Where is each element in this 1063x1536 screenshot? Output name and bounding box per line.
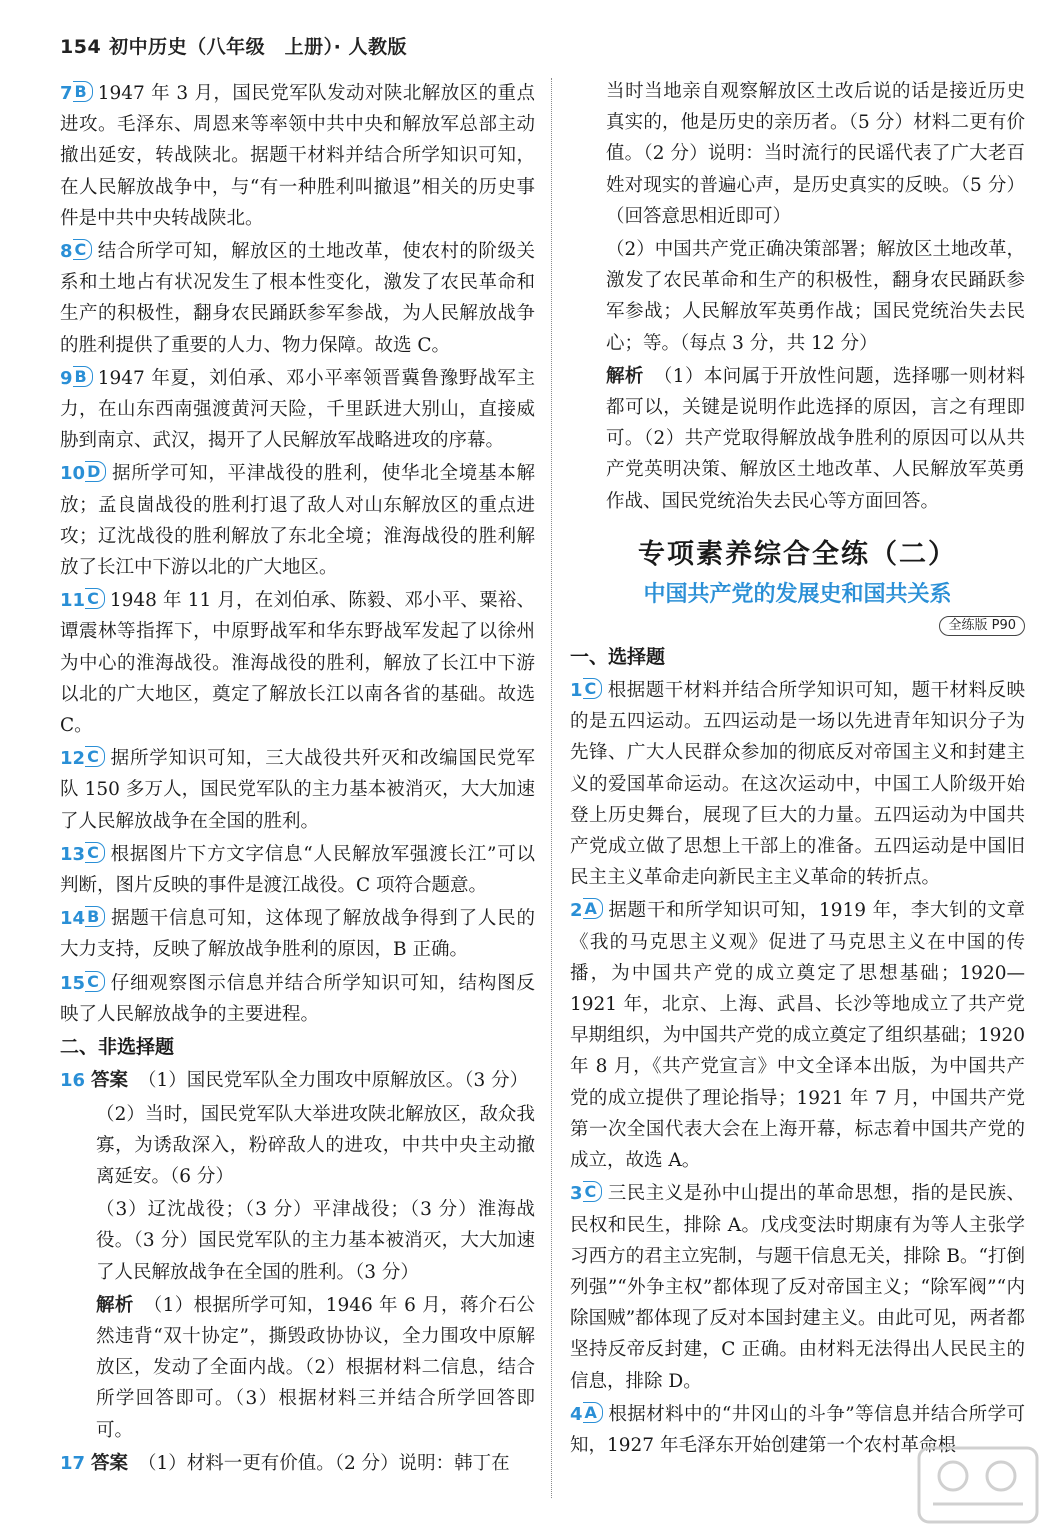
answer-item [60, 903, 535, 965]
answer-badge: C [85, 746, 105, 767]
section-heading-choice: 一、选择题 [570, 645, 666, 668]
right-column [570, 76, 1025, 1463]
item-number: 14 [60, 908, 86, 930]
answer-item [60, 585, 535, 741]
answer-badge: D [85, 461, 106, 482]
analysis-text: （1）根据所学可知，1946 年 6 月，蒋介石公然违背“双十协定”，撕毁政协协议，全力围攻中原解放区，发动了全面内战。（2）根据材料二信息，结合所学回答即可。（3）根据材料三并结合所学回答即可。 [96, 1294, 535, 1441]
answer-line: （1）材料一更有价值。（2 分）说明：韩丁在 [137, 1452, 510, 1474]
right-answer-list [570, 675, 1025, 1461]
explanation-text: 仔细观察图示信息并结合所学知识可知，结构图反映了人民解放战争的主要进程。 [60, 972, 535, 1025]
item-number: 2 [570, 900, 583, 922]
answer-badge: C [85, 588, 105, 609]
answer-badge: C [85, 971, 105, 992]
analysis-16 [60, 1290, 535, 1446]
answer-17-continued: 当时当地亲自观察解放区土改后说的话是接近历史真实的，他是历史的亲历者。（5 分）材料二更有价值。（2 分）说明：当时流行的民谣代表了广大老百姓对现实的普遍心声，是历史真实的反映。（5 分）（回答意思相近即可） [606, 81, 1025, 227]
analysis-label: 解析 [96, 1294, 134, 1316]
left-answer-list [60, 78, 535, 1030]
left-column [60, 78, 535, 1481]
explanation-text: 据所学知识可知，三大战役共歼灭和改编国民党军队 150 多万人，国民党军队的主力基本被消灭，大大加速了人民解放战争在全国的胜利。 [60, 748, 535, 832]
answer-badge: A [583, 898, 603, 919]
answer-badge: B [73, 366, 93, 387]
answer-label: 答案 [90, 1452, 128, 1474]
item-number: 3 [570, 1183, 583, 1205]
item-number: 16 [60, 1070, 86, 1092]
item-number: 11 [60, 590, 86, 612]
page-number: 154 [60, 36, 102, 58]
item-number: 9 [60, 367, 73, 389]
explanation-text: 根据题干材料并结合所学知识可知，题干材料反映的是五四运动。五四运动是一场以先进青年知识分子为先锋、广大人民群众参加的彻底反对帝国主义和封建主义的爱国革命运动。在这次运动中，中国工人阶级开始登上历史舞台，展现了巨大的力量。五四运动为中国共产党成立做了思想上干部上的准备。五四运动是中国旧民主主义革命走向新民主主义革命的转折点。 [570, 680, 1025, 889]
special-section-subtitle: 中国共产党的发展史和国共关系 [643, 581, 952, 607]
page-header [60, 32, 407, 62]
answer-item [60, 78, 535, 234]
answer-badge: C [583, 1181, 603, 1202]
special-section-title: 专项素养综合全练（二） [638, 538, 957, 570]
section-heading-non-choice: 二、非选择题 [60, 1036, 175, 1059]
answer-item [60, 839, 535, 901]
item-number: 13 [60, 843, 86, 865]
answer-item-17 [60, 1448, 535, 1479]
answer-item [570, 675, 1025, 893]
column-divider [551, 78, 552, 1498]
answer-badge: B [85, 906, 105, 927]
answer-item [60, 363, 535, 457]
answer-item-16 [60, 1065, 535, 1096]
answer-badge: C [73, 239, 93, 260]
answer-item [570, 1178, 1025, 1396]
item-number: 8 [60, 241, 73, 263]
watermark-logo [913, 1438, 1043, 1528]
item-number: 1 [570, 680, 583, 702]
book-title: 初中历史（八年级 上册）· 人教版 [109, 36, 408, 58]
answer-badge: B [73, 81, 93, 102]
answer-item [60, 236, 535, 361]
explanation-text: 据题干和所学知识可知，1919 年，李大钊的文章《我的马克思主义观》促进了马克思主义在中国的传播，为中国共产党的成立奠定了思想基础；1920—1921 年，北京、上海、武昌、长沙等地成立了共产党早期组织，为中国共产党的成立奠定了组织基础；1920 年 8 月，《共产党宣言》中文全译本出版，为中国共产党的成立提供了理论指导；1921 年 7 月，中国共产党第一次全国代表大会在上海开幕，标志着中国共产党的成立，故选 A。 [570, 900, 1025, 1172]
answer-item [570, 895, 1025, 1176]
page-reference-badge: 全练版 P90 [939, 616, 1025, 636]
explanation-text: 根据图片下方文字信息“人民解放军强渡长江”可以判断，图片反映的事件是渡江战役。C 项符合题意。 [60, 843, 535, 897]
explanation-text: 据所学可知，平津战役的胜利，使华北全境基本解放；孟良崮战役的胜利打退了敌人对山东解放区的重点进攻；辽沈战役的胜利解放了东北全境；淮海战役的胜利解放了长江中下游以北的广大地区。 [60, 463, 535, 579]
answer-line: （1）国民党军队全力围攻中原解放区。（3 分） [137, 1070, 529, 1092]
explanation-text: 结合所学可知，解放区的土地改革，使农村的阶级关系和土地占有状况发生了根本性变化，激发了农民革命和生产的积极性，翻身农民踊跃参军参战，为人民解放战争的胜利提供了重要的人力、物力保障。故选 C。 [60, 241, 535, 356]
item-number: 4 [570, 1403, 583, 1425]
explanation-text: 三民主义是孙中山提出的革命思想，指的是民族、民权和民生，排除 A。戊戌变法时期康有为等人主张学习西方的君主立宪制，与题干信息无关，排除 B。“打倒列强”“外争主权”都体现了反对帝国主义；“除军阀”“内除国贼”都体现了反对本国封建主义。由此可见，两者都坚持反帝反封建，C 正确。由材料无法得出人民民主的信息，排除 D。 [570, 1183, 1025, 1392]
answer-item [60, 743, 535, 837]
answer-line: （2）当时，国民党军队大举进攻陕北解放区，敌众我寡，为诱敌深入，粉碎敌人的进攻，中共中央主动撤离延安。（6 分） [96, 1103, 535, 1187]
explanation-text: 据题干信息可知，这体现了解放战争得到了人民的大力支持，反映了解放战争胜利的原因，B 正确。 [60, 908, 535, 961]
answer-item [60, 968, 535, 1030]
item-number: 15 [60, 972, 86, 994]
answer-line: （3）辽沈战役；（3 分）平津战役；（3 分）淮海战役。（3 分）国民党军队的主力基本被消灭，大大加速了人民解放战争在全国的胜利。（3 分） [96, 1199, 535, 1283]
item-number: 17 [60, 1452, 86, 1474]
answer-item [60, 458, 535, 583]
explanation-text: 1948 年 11 月，在刘伯承、陈毅、邓小平、粟裕、谭震林等指挥下，中原野战军和华东野战军发起了以徐州为中心的淮海战役。淮海战役的胜利，解放了长江中下游以北的广大地区，奠定了解放长江以南各省的基础。故选 C。 [60, 590, 535, 737]
item-number: 7 [60, 83, 73, 104]
answer-17-part2: （2）中国共产党正确决策部署；解放区土地改革，激发了农民革命和生产的积极性，翻身农民踊跃参军参战；人民解放军英勇作战；国民党统治失去民心；等。（每点 3 分，共 12 分） [606, 239, 1025, 354]
analysis-17 [570, 361, 1025, 517]
item-number: 12 [60, 748, 86, 770]
answer-badge: C [583, 678, 603, 699]
answer-badge: C [85, 842, 105, 863]
analysis-text: （1）本问属于开放性问题，选择哪一则材料都可以，关键是说明作此选择的原因，言之有理即可。（2）共产党取得解放战争胜利的原因可以从共产党英明决策、解放区土地改革、人民解放军英勇作战、国民党统治失去民心等方面回答。 [606, 365, 1025, 512]
item-number: 10 [60, 463, 86, 485]
answer-label: 答案 [90, 1070, 128, 1092]
explanation-text: 根据材料中的“井冈山的斗争”等信息并结合所学可知，1927 年毛泽东开始创建第一个农村革命根 [570, 1403, 1025, 1456]
answer-badge: A [583, 1402, 603, 1423]
explanation-text: 1947 年夏，刘伯承、邓小平率领晋冀鲁豫野战军主力，在山东西南强渡黄河天险，千里跃进大别山，直接威胁到南京、武汉，揭开了人民解放军战略进攻的序幕。 [60, 367, 535, 452]
explanation-text: 1947 年 3 月，国民党军队发动对陕北解放区的重点进攻。毛泽东、周恩来等率领中共中央和解放军总部主动撤出延安，转战陕北。据题干材料并结合所学知识可知，在人民解放战争中，与“有一种胜利叫撤退”相关的历史事件是中共中央转战陕北。 [60, 83, 535, 229]
analysis-label: 解析 [606, 365, 644, 387]
